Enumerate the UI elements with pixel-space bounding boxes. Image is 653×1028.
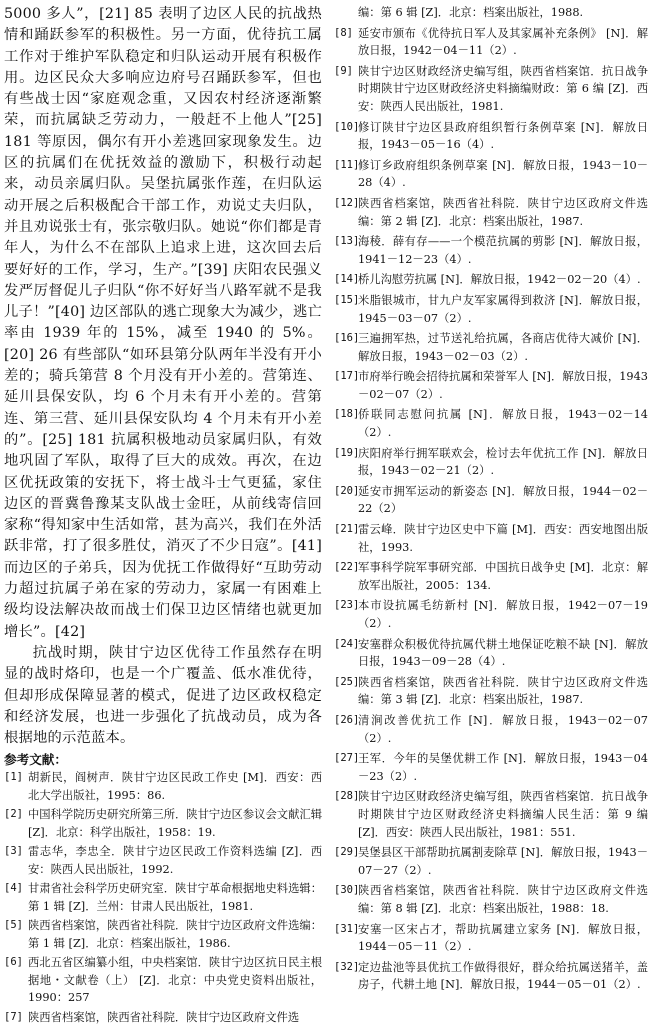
reference-text: 胡新民，阎树声．陕甘宁边区民政工作史 [M]．西安：西北大学出版社，1995：86. bbox=[28, 771, 322, 802]
reference-item bbox=[334, 4, 648, 22]
reference-text: 米脂银城市，甘九户友军家属得到救济 [N]．解放日报，1945－03－07（2）. bbox=[358, 293, 648, 325]
reference-text: 庆阳府举行拥军联欢会，检讨去年优抗工作 [N]．解放日报，1943－02－21（2）. bbox=[358, 446, 648, 478]
reference-number: [32] bbox=[334, 960, 360, 973]
reference-text: 编：第 6 辑 [Z]．北京：档案出版社，1988. bbox=[358, 6, 584, 19]
reference-text: 延安市颁布《优待抗日军人及其家属补充条例》 [N]．解放日报，1942－04－11（2）. bbox=[358, 26, 648, 58]
reference-number: [11] bbox=[334, 158, 360, 171]
reference-item bbox=[334, 483, 648, 518]
reference-text: 修订陕甘宁边区县政府组织暂行条例草案 [N]．解放日报，1943－05－16（4）. bbox=[358, 120, 648, 152]
reference-text: 修订乡政府组织条例草案 [N]．解放日报，1943－10－28（4）. bbox=[358, 158, 648, 190]
reference-text: 陕甘宁边区财政经济史编写组，陕西省档案馆．抗日战争时期陕甘宁边区财政经济史料摘编人民生活：第 9 编 [Z]．西安：陕西人民出版社，1981：551. bbox=[358, 790, 648, 839]
reference-text: 中国科学院历史研究所第三所．陕甘宁边区参议会文献汇辑 [Z]．北京：科学出版社，1958：19. bbox=[28, 808, 322, 839]
reference-text: 安塞群众积极优待抗属代耕土地保证吃粮不缺 [N]．解放日报，1943－09－28（4）. bbox=[358, 637, 648, 669]
reference-text: 陕西省档案馆，陕西省社科院．陕甘宁边区政府文件选 bbox=[28, 1010, 300, 1024]
reference-text: 甘肃省社会科学历史研究室．陕甘宁革命根据地史料选辑：第 1 辑 [Z]．兰州：甘肃人民出版社，1981. bbox=[28, 882, 322, 913]
reference-number: [26] bbox=[334, 713, 360, 726]
reference-item bbox=[4, 880, 322, 914]
reference-item bbox=[334, 157, 648, 192]
reference-item bbox=[334, 750, 648, 785]
reference-item bbox=[334, 674, 648, 709]
reference-text: 陕西省档案馆，陕西省社科院．陕甘宁边区政府文件选编：第 8 辑 [Z]．北京：档案出版社，1988：18. bbox=[358, 884, 648, 915]
reference-text: 陕西省档案馆，陕西省社科院．陕甘宁边区政府文件选编：第 3 辑 [Z]．北京：档案出版社，1987. bbox=[358, 675, 648, 707]
reference-number: [31] bbox=[334, 922, 360, 935]
reference-number: [27] bbox=[334, 752, 360, 765]
reference-item bbox=[334, 119, 648, 154]
reference-number: [22] bbox=[334, 561, 360, 574]
left-column bbox=[4, 4, 322, 1028]
reference-number: [1] bbox=[4, 771, 23, 784]
reference-item bbox=[334, 292, 648, 327]
reference-item bbox=[334, 559, 648, 594]
body-paragraph: 5000 多人”，[21] 85 表明了边区人民的抗战热情和踊跃参军的积极性。另一方面，优待抗工属工作对于维护军队稳定和归队运动开展有积极作用。边区民众大多响应边府号召踊跃参军，但也有些战士因“家庭观念重，又因农村经济逐渐繁荣，而抗属缺乏劳动力，一般赶不上他人”[25] 181 等原因，偶尔有开小差逃回家现象发生。边区的抗属们在优抚效益的激励下，积极行动起来，动员亲属归队。吴堡抗属张作莲，在归队运动开展之后积极配合干部工作，劝说丈夫归队，并且劝说张士有，张宗敬归队。她说“你们都是青年人，为什么不在部队上追求上进，这次回去后要好好的工作，学习，生产。”[39] 庆阳农民强义发严厉督促儿子归队“你不好好当八路军就不是我儿子！”[40] 边区部队的逃亡现象大为减少，逃亡率由 1939 年的 15%，减至 1940 的 5%。[20] 26 有些部队“如环县第分队两年半没有开小差的；骑兵第营 8 个月没有开小差的。营第连、延川县保安队，均 6 个月未有开小差的。营第连、第三营、延川县保安队均 4 个月未有开小差的”。[25] 181 抗属积极地动员家属归队，有效地巩固了军队，取得了巨大的成效。再次，在边区优抚政策的安抚下，将士战斗士气更猛，家住边区的晋冀鲁豫某支队战士金旺，从前线寄信回家称“得知家中生活如常，甚为高兴，我们在外活跃非常，打了很多胜仗，消灭了不少日寇”。[41] 而边区的子弟兵，因为优抚工作做得好“互助劳动力超过抗属子弟在家的劳动力，家属一有困难上级均设法解决故而战士们保卫边区情绪也就更加增长”。[42] bbox=[4, 6, 322, 640]
reference-item bbox=[334, 406, 648, 441]
reference-text: 三遍拥军热，过节送礼给抗属，各商店优待大减价 [N]．解放日报，1943－02－03（2）. bbox=[358, 332, 648, 363]
body-paragraph: 抗战时期，陕甘宁边区优待工作虽然存在明显的战时烙印，也是一个广覆盖、低水准优待，但却形成保障显著的模式，促进了边区政权稳定和经济发展，也进一步强化了抗战动员，成为各根据地的示范蓝本。 bbox=[4, 644, 322, 747]
reference-item bbox=[4, 1009, 322, 1026]
reference-number: [10] bbox=[334, 120, 360, 133]
reference-number: [21] bbox=[334, 523, 360, 536]
reference-item bbox=[4, 843, 322, 877]
reference-text: 吴堡县区干部帮助抗属割麦除草 [N]．解放日报，1943－07－27（2）. bbox=[358, 846, 648, 877]
reference-number: [16] bbox=[334, 332, 360, 345]
reference-text: 陕西省档案馆，陕西省社科院．陕甘宁边区政府文件选编：第 2 辑 [Z]．北京：档案出版社，1987. bbox=[358, 196, 648, 228]
reference-item bbox=[334, 521, 648, 556]
reference-item bbox=[334, 195, 648, 230]
reference-number: [4] bbox=[4, 882, 23, 895]
reference-number: [30] bbox=[334, 884, 360, 897]
reference-text: 桥儿沟慰劳抗属 [N]．解放日报，1942－02－20（4）. bbox=[358, 273, 641, 287]
references-list-right bbox=[334, 4, 648, 994]
reference-text: 雷云峰．陕甘宁边区史中下篇 [M]．西安：西安地图出版社，1993. bbox=[358, 523, 648, 554]
reference-text: 清涧改善优抗工作 [N]．解放日报，1943－02－07（2）. bbox=[358, 713, 648, 745]
reference-text: 市府举行晚会招待抗属和荣誉军人 [N]．解放日报，1943－02－07（2）. bbox=[358, 370, 648, 401]
reference-number: [8] bbox=[334, 26, 353, 39]
reference-number: [9] bbox=[334, 64, 353, 77]
reference-text: 西北五省区编纂小组，中央档案馆．陕甘宁边区抗日民主根据地・文献卷（上） [Z]．北京：中央党史资料出版社，1990：257 bbox=[28, 956, 322, 1004]
reference-text: 本市设抗属毛纺新村 [N]．解放日报，1942－07－19（2）. bbox=[358, 599, 648, 630]
reference-number: [29] bbox=[334, 846, 360, 859]
reference-item bbox=[334, 63, 648, 116]
reference-item bbox=[4, 806, 322, 840]
reference-number: [19] bbox=[334, 446, 360, 459]
reference-number: [7] bbox=[4, 1010, 23, 1023]
reference-number: [5] bbox=[4, 919, 23, 932]
reference-item bbox=[334, 233, 648, 268]
references-heading: 参考文献： bbox=[4, 752, 67, 768]
reference-number: [28] bbox=[334, 790, 360, 803]
reference-item bbox=[4, 917, 322, 951]
reference-number: [13] bbox=[334, 235, 360, 248]
reference-item bbox=[334, 844, 648, 879]
reference-item bbox=[334, 368, 648, 403]
reference-item bbox=[334, 445, 648, 480]
reference-number: [14] bbox=[334, 273, 360, 286]
reference-item bbox=[334, 330, 648, 365]
references-list-left bbox=[4, 769, 322, 1025]
reference-item bbox=[334, 25, 648, 60]
reference-number: [3] bbox=[4, 845, 23, 858]
reference-text: 海稜．薛有存——一个模范抗属的剪影 [N]．解放日报，1941－12－23（4）. bbox=[358, 235, 648, 266]
reference-item bbox=[334, 882, 648, 917]
reference-item bbox=[334, 959, 648, 994]
reference-number: [18] bbox=[334, 408, 360, 421]
reference-number: [2] bbox=[4, 808, 23, 821]
reference-item bbox=[334, 788, 648, 841]
reference-item bbox=[4, 954, 322, 1006]
reference-text: 延安市拥军运动的新姿态 [N]．解放日报，1944－02－22（2） bbox=[358, 484, 648, 516]
reference-item bbox=[334, 597, 648, 632]
reference-item bbox=[334, 712, 648, 747]
reference-number: [25] bbox=[334, 675, 360, 688]
reference-number: [15] bbox=[334, 293, 360, 306]
reference-text: 安塞一区宋占才，帮助抗属建立家务 [N]．解放日报，1944－05－11（2）. bbox=[358, 922, 648, 954]
reference-text: 陕西省档案馆，陕西省社科院．陕甘宁边区政府文件选编：第 1 辑 [Z]．北京：档案出版社，1986. bbox=[28, 919, 322, 950]
reference-text: 王军．今年的吴堡优耕工作 [N]．解放日报，1943－04－23（2）. bbox=[358, 752, 648, 783]
reference-item bbox=[4, 769, 322, 803]
reference-item bbox=[334, 271, 648, 289]
reference-number: [24] bbox=[334, 637, 360, 650]
reference-number: [17] bbox=[334, 370, 360, 383]
reference-number: [23] bbox=[334, 599, 360, 612]
reference-item bbox=[334, 636, 648, 671]
reference-text: 军事科学院军事研究部．中国抗日战争史 [M]．北京：解放军出版社，2005：134. bbox=[358, 561, 648, 592]
reference-text: 陕甘宁边区财政经济史编写组，陕西省档案馆．抗日战争时期陕甘宁边区财政经济史料摘编财政：第 6 编 [Z]．西安：陕西人民出版社，1981. bbox=[358, 64, 648, 113]
reference-text: 雷志华，李忠全．陕甘宁边区民政工作资料选编 [Z]．西安：陕西人民出版社，1992. bbox=[28, 845, 322, 876]
reference-item bbox=[334, 921, 648, 956]
reference-number: [20] bbox=[334, 484, 360, 497]
reference-number: [6] bbox=[4, 956, 23, 969]
reference-text: 定边盐池等县优抗工作做得很好，群众给抗属送猪羊，盖房子，代耕土地 [N]．解放日报，1944－05－01（2）. bbox=[358, 960, 648, 992]
reference-number: [12] bbox=[334, 196, 360, 209]
reference-text: 侨联同志慰问抗属 [N]．解放日报，1943－02－14（2）. bbox=[358, 408, 648, 440]
right-column bbox=[334, 4, 648, 997]
